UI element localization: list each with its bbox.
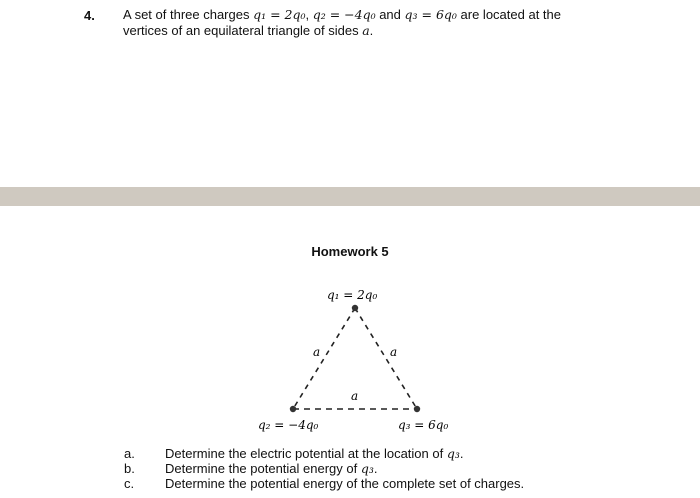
part-text-after: . xyxy=(459,446,464,461)
label-q3: q₃ = 6q₀ xyxy=(398,418,449,432)
part-letter: b. xyxy=(124,461,135,476)
part-c xyxy=(124,476,524,491)
question-text-part: are located at the xyxy=(456,7,561,22)
side-label-right: a xyxy=(390,345,398,359)
part-b xyxy=(124,461,524,476)
label-q1: q₁ = 2q₀ xyxy=(327,288,378,302)
part-text xyxy=(165,476,524,491)
parts-list xyxy=(124,446,524,491)
part-letter: a. xyxy=(124,446,135,461)
part-text-before: Determine the potential energy of the complete set of charges. xyxy=(165,476,525,491)
homework-title: Homework 5 xyxy=(311,244,389,259)
part-variable: q₃ xyxy=(360,461,374,476)
question-text-part: , xyxy=(305,7,313,22)
side-label-left: a xyxy=(313,345,321,359)
label-q2: q₂ = −4q₀ xyxy=(258,418,319,432)
side-right-line xyxy=(355,308,417,409)
part-a xyxy=(124,446,524,461)
question-text-part: . xyxy=(369,23,374,38)
charge-dot-q3 xyxy=(414,406,420,412)
part-text xyxy=(165,446,463,461)
part-text-after: . xyxy=(373,461,378,476)
part-variable: q₃ xyxy=(446,446,460,461)
charge-q3: q₃ = 6q₀ xyxy=(404,7,457,22)
part-text-before: Determine the potential energy of xyxy=(165,461,361,476)
part-text xyxy=(165,461,377,476)
charge-dot-q1 xyxy=(352,305,358,311)
side-left-line xyxy=(293,308,355,409)
side-label-bottom: a xyxy=(351,389,359,403)
question-text-part: A set of three charges xyxy=(123,7,254,22)
part-letter: c. xyxy=(124,476,135,491)
part-text-before: Determine the electric potential at the location of xyxy=(165,446,447,461)
charge-q1: q₁ = 2q₀ xyxy=(253,7,306,22)
question-text-part: vertices of an equilateral triangle of sides xyxy=(123,23,363,38)
side-variable: a xyxy=(362,23,370,38)
charge-q2: q₂ = −4q₀ xyxy=(312,7,376,22)
question-text-part: and xyxy=(375,7,405,22)
charge-dot-q2 xyxy=(290,406,296,412)
question-number: 4. xyxy=(84,8,95,23)
